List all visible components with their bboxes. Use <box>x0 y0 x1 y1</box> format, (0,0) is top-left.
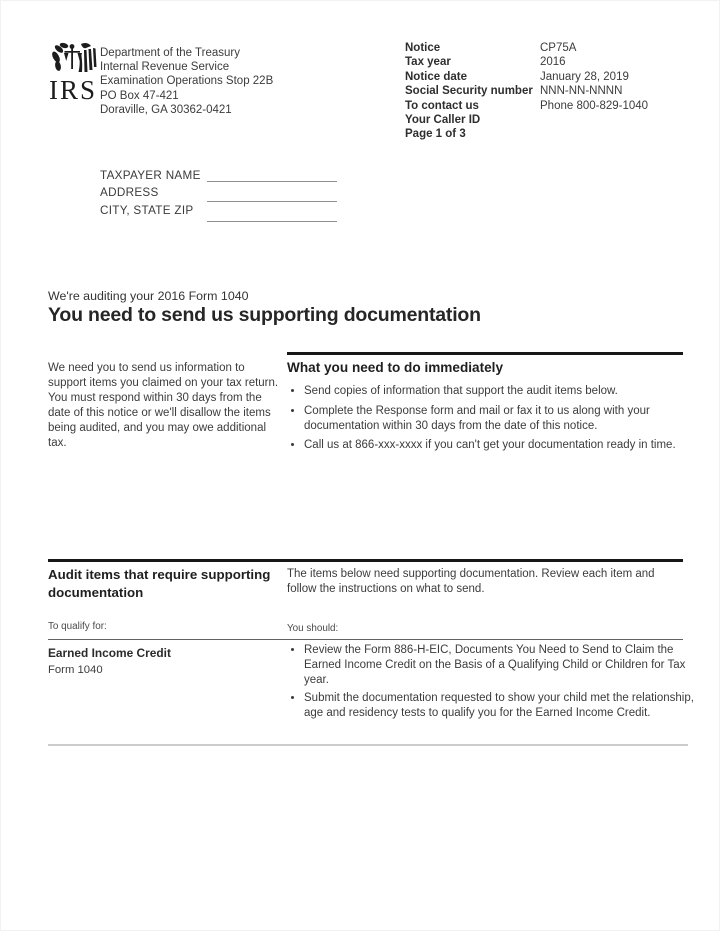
agency-address-block <box>100 46 273 117</box>
notice-field-label: Notice <box>405 42 441 54</box>
notice-field-label: Page 1 of 3 <box>405 128 466 141</box>
irs-eagle-logo-icon <box>49 42 99 76</box>
agency-line: Examination Operations Stop 22B <box>100 75 274 88</box>
section-divider-thick <box>48 559 683 562</box>
agency-line: Department of the Treasury <box>100 47 240 59</box>
what-to-do-list <box>287 384 683 453</box>
audit-item-instructions <box>287 643 706 725</box>
recipient-blank-line <box>207 187 337 202</box>
should-column-label: You should: <box>287 623 339 634</box>
audit-instruction-item: • Submit the documentation requested to show your child met the relationship, age and residency tests to qualify you for the Earned Income Credit. <box>304 691 706 721</box>
notice-field-row <box>405 84 648 98</box>
notice-field-value: CP75A <box>540 42 577 54</box>
section-divider-light <box>48 744 688 746</box>
notice-field-label: Your Caller ID <box>405 114 481 127</box>
what-to-do-item: • Complete the Response form and mail or fax it to us along with your documentation within 30 days from the date of this notice. <box>304 404 683 434</box>
notice-field-label: Social Security number <box>405 85 533 98</box>
recipient-blank-line <box>207 207 337 222</box>
recipient-blank-line <box>207 167 337 182</box>
audit-items-description: The items below need supporting documentation. Review each item and follow the instructions on what to send. <box>287 568 655 596</box>
irs-logo <box>49 42 99 103</box>
notice-field-value: January 28, 2019 <box>540 70 629 83</box>
agency-line: PO Box 47-421 <box>100 89 179 102</box>
notice-field-row <box>405 41 648 55</box>
agency-line: Doraville, GA 30362-0421 <box>100 103 232 116</box>
audit-item-name: Earned Income Credit <box>48 646 171 660</box>
notice-info-block <box>405 41 648 142</box>
recipient-row <box>100 182 337 200</box>
notice-field-row <box>405 113 648 127</box>
notice-field-row <box>405 127 648 141</box>
what-to-do-item: • Call us at 866-xxx-xxxx if you can't get your documentation ready in time. <box>304 438 683 453</box>
audit-subtitle: We're auditing your 2016 Form 1040 <box>48 289 249 303</box>
notice-field-row <box>405 70 648 84</box>
notice-field-label: Tax year <box>405 56 451 69</box>
irs-logo-text: IRS <box>49 75 98 105</box>
notice-field-value: 2016 <box>540 56 566 69</box>
recipient-address-block <box>100 164 337 217</box>
notice-field-label: Notice date <box>405 70 467 83</box>
recipient-label: ADDRESS <box>100 186 159 199</box>
column-header-divider <box>48 639 683 640</box>
what-to-do-section <box>287 352 683 458</box>
recipient-label: TAXPAYER NAME <box>100 168 201 182</box>
what-to-do-item: • Send copies of information that support the audit items below. <box>304 384 683 399</box>
recipient-row <box>100 164 337 182</box>
notice-field-value: NNN-NN-NNNN <box>540 85 623 98</box>
agency-line: Internal Revenue Service <box>100 61 230 74</box>
notice-field-value: Phone 800-829-1040 <box>540 99 649 112</box>
audit-items-heading: Audit items that require supporting documentation <box>48 567 271 600</box>
audit-item-form: Form 1040 <box>48 664 103 676</box>
intro-summary-text: We need you to send us information to support items you claimed on your tax return. You must respond within 30 days from the date of this notice or we'll disallow the items being audited, and you may owe additional tax. <box>48 362 279 449</box>
what-to-do-heading: What you need to do immediately <box>287 360 504 375</box>
notice-field-row <box>405 99 648 113</box>
notice-field-label: To contact us <box>405 99 479 112</box>
qualify-column-label: To qualify for: <box>48 621 107 632</box>
recipient-label: CITY, STATE ZIP <box>100 203 194 217</box>
notice-field-row <box>405 55 648 69</box>
audit-instruction-item: • Review the Form 886-H-EIC, Documents You Need to Send to Claim the Earned Income Credit on the Basis of a Qualifying Child or Children for Tax year. <box>304 643 706 687</box>
page-title: You need to send us supporting documentation <box>48 304 481 326</box>
